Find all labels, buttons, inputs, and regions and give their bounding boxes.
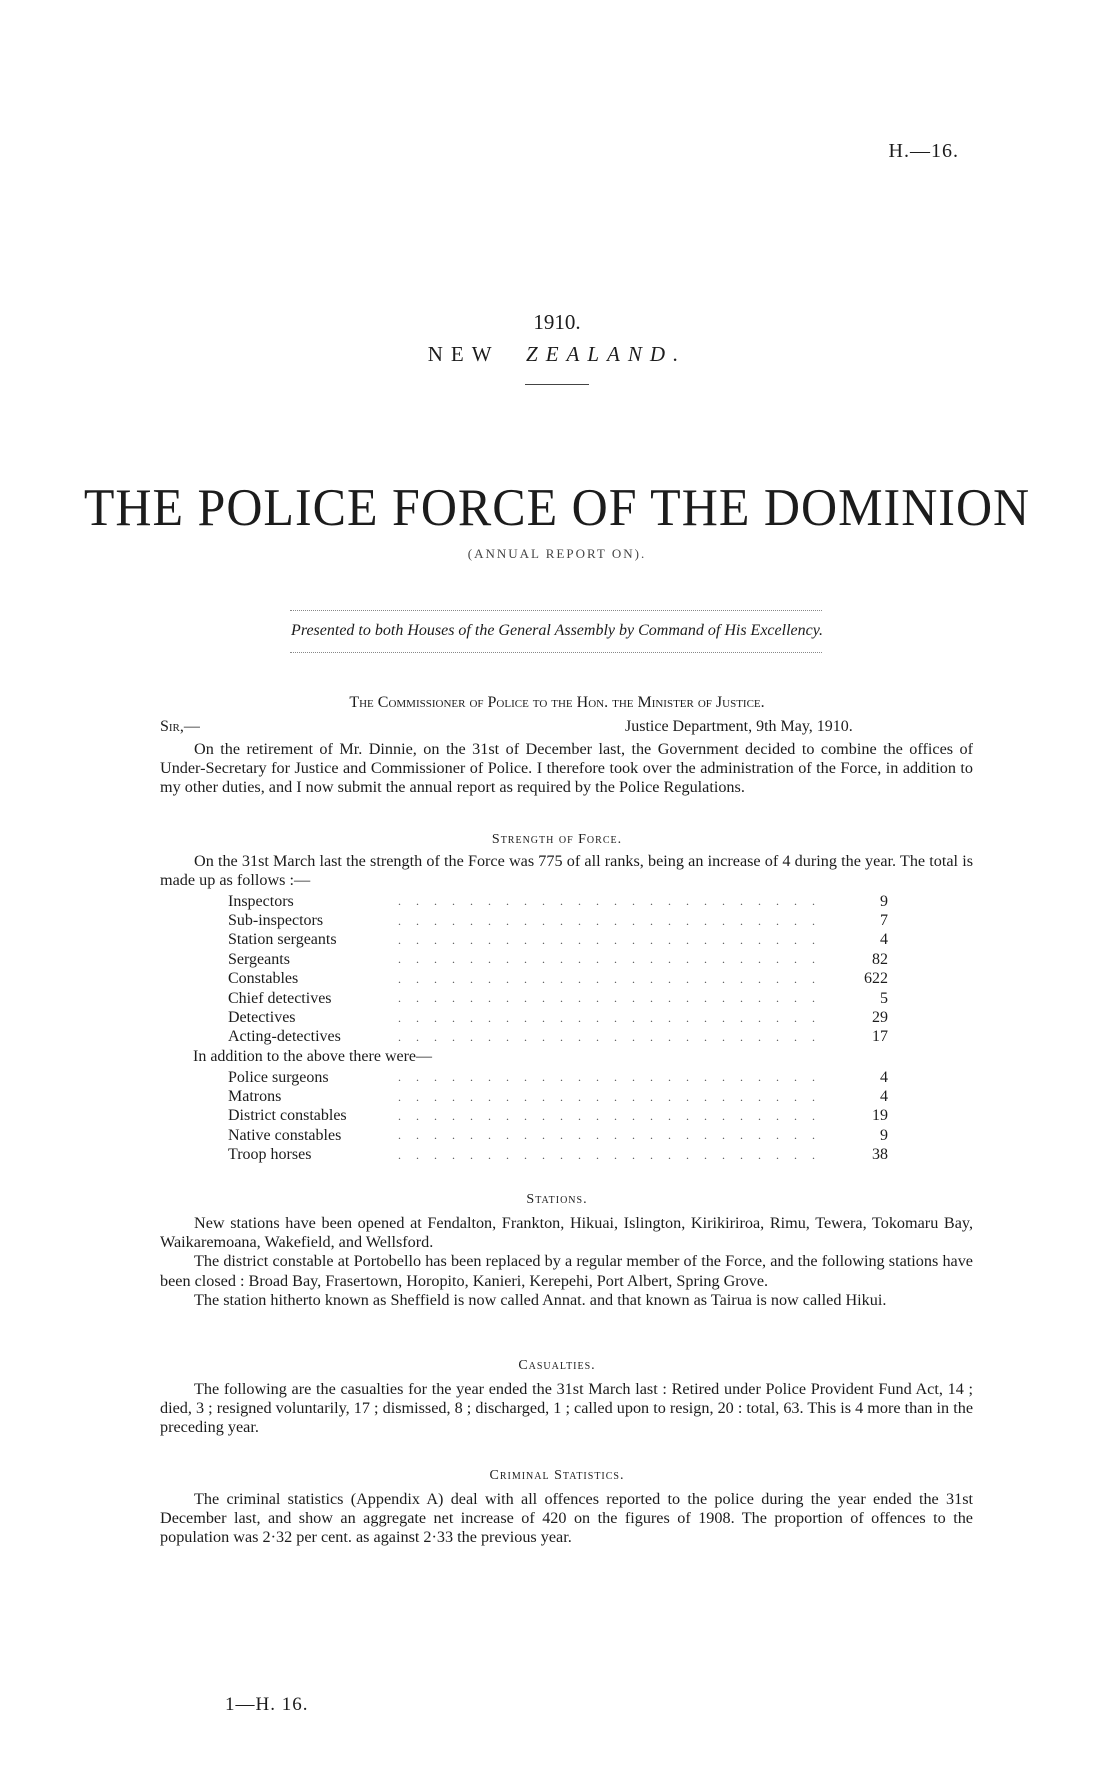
- table-row: [228, 1146, 888, 1165]
- casualties-paragraph: The following are the casualties for the year ended the 31st March last : Retired under Police Provident Fund Act, 14 ; died, 3 ; resigned voluntarily, 17 ; dismissed, 8 ; discharged, 1 ; called upon to resign, 20 : total, 63. This is 4 more than in the preceding year.: [160, 1380, 973, 1437]
- table-row: [228, 931, 888, 950]
- row-label: Inspectors: [228, 892, 294, 910]
- addition-line: In addition to the above there were—: [193, 1048, 433, 1065]
- row-label: Police surgeons: [228, 1068, 329, 1086]
- leader-dots: . . . . . . . . . . . . . . . . . . . . . . . .: [398, 1128, 821, 1143]
- criminal-section: [160, 1490, 973, 1548]
- document-subtitle: (ANNUAL REPORT ON).: [467, 546, 647, 561]
- table-row: [228, 892, 888, 911]
- leader-dots: . . . . . . . . . . . . . . . . . . . . . . . .: [398, 1147, 821, 1162]
- leader-dots: . . . . . . . . . . . . . . . . . . . . . . . .: [398, 894, 821, 909]
- stations-paragraph: The station hitherto known as Sheffield is now called Annat. and that known as Tairua is now called Hikui.: [194, 1290, 887, 1309]
- row-label: Station sergeants: [228, 931, 337, 949]
- strength-intro-text: On the 31st March last the strength of the Force was 775 of all ranks, being an increase of 4 during the year. The total is made up as follows :—: [160, 852, 973, 890]
- intro-paragraph: [160, 740, 973, 798]
- leader-dots: . . . . . . . . . . . . . . . . . . . . . . . .: [398, 952, 821, 967]
- row-value: 17: [872, 1028, 888, 1046]
- presented-rule-bottom: [290, 652, 822, 653]
- additional-table: [228, 1068, 888, 1165]
- row-value: 9: [880, 892, 888, 910]
- row-label: Chief detectives: [228, 989, 332, 1007]
- row-value: 622: [864, 970, 888, 988]
- row-value: 4: [880, 1088, 888, 1106]
- table-row: [228, 1028, 888, 1047]
- row-value: 9: [880, 1126, 888, 1144]
- table-row: [228, 950, 888, 969]
- row-label: District constables: [228, 1107, 347, 1125]
- letter-address: The Commissioner of Police to the Hon. the Minister of Justice.: [349, 694, 765, 711]
- stations-heading: Stations.: [526, 1192, 588, 1207]
- table-row: [228, 970, 888, 989]
- criminal-paragraph: The criminal statistics (Appendix A) deal with all offences reported to the police during the year ended the 31st December last, and show an aggregate net increase of 420 on the figures of 1908. The proportion of offences to the population was 2·32 per cent. as against 2·33 the previous year.: [160, 1490, 973, 1547]
- salutation: Sir,—: [160, 718, 200, 735]
- country-name-part-2: ZEALAND.: [526, 342, 687, 366]
- row-label: Sergeants: [228, 950, 290, 968]
- country-name: [0, 342, 1114, 367]
- page-signature: 1—H. 16.: [225, 1694, 309, 1715]
- row-value: 7: [880, 912, 888, 930]
- table-row: [228, 989, 888, 1008]
- country-name-part-1: NEW: [427, 342, 500, 366]
- row-value: 82: [872, 950, 888, 968]
- row-label: Sub-inspectors: [228, 912, 324, 930]
- leader-dots: . . . . . . . . . . . . . . . . . . . . . . . .: [398, 971, 821, 986]
- criminal-heading: Criminal Statistics.: [489, 1468, 625, 1483]
- stations-section: [160, 1214, 973, 1310]
- row-value: 4: [880, 931, 888, 949]
- row-value: 19: [872, 1107, 888, 1125]
- table-row: [228, 911, 888, 930]
- row-value: 4: [880, 1068, 888, 1086]
- table-row: [228, 1068, 888, 1087]
- intro-text: On the retirement of Mr. Dinnie, on the 31st of December last, the Government decided to combine the offices of Under-Secretary for Justice and Commissioner of Police. I therefore took over the administration of the Force, in addition to my other duties, and I now submit the annual report as required by the Police Regulations.: [160, 740, 973, 797]
- letter-date: Justice Department, 9th May, 1910.: [625, 718, 853, 735]
- document-reference: H.—16.: [888, 140, 959, 162]
- stations-paragraph: New stations have been opened at Fendalton, Frankton, Hikuai, Islington, Kirikiriroa, Rimu, Tewera, Tokomaru Bay, Waikaremoana, Wakefield, and Wellsford.: [160, 1214, 973, 1252]
- presented-rule-top: [290, 610, 822, 611]
- leader-dots: . . . . . . . . . . . . . . . . . . . . . . . .: [398, 991, 821, 1006]
- casualties-heading: Casualties.: [518, 1358, 596, 1373]
- leader-dots: . . . . . . . . . . . . . . . . . . . . . . . .: [398, 1108, 821, 1123]
- casualties-section: [160, 1380, 973, 1438]
- leader-dots: . . . . . . . . . . . . . . . . . . . . . . . .: [398, 1010, 821, 1025]
- table-row: [228, 1126, 888, 1145]
- presented-line: Presented to both Houses of the General Assembly by Command of His Excellency.: [291, 622, 823, 639]
- table-row: [228, 1107, 888, 1126]
- leader-dots: . . . . . . . . . . . . . . . . . . . . . . . .: [398, 1029, 821, 1044]
- row-label: Native constables: [228, 1126, 342, 1144]
- publication-year: 1910.: [533, 310, 581, 334]
- leader-dots: . . . . . . . . . . . . . . . . . . . . . . . .: [398, 932, 821, 947]
- table-row: [228, 1008, 888, 1027]
- row-label: Constables: [228, 970, 299, 988]
- strength-heading: Strength of Force.: [491, 832, 623, 847]
- row-label: Detectives: [228, 1009, 296, 1027]
- row-label: Acting-detectives: [228, 1028, 341, 1046]
- row-value: 5: [880, 989, 888, 1007]
- table-row: [228, 1087, 888, 1106]
- leader-dots: . . . . . . . . . . . . . . . . . . . . . . . .: [398, 1089, 821, 1104]
- row-value: 38: [872, 1146, 888, 1164]
- row-label: Troop horses: [228, 1146, 312, 1164]
- strength-table: [228, 892, 888, 1047]
- document-title: THE POLICE FORCE OF THE DOMINION: [83, 477, 1031, 537]
- row-label: Matrons: [228, 1088, 282, 1106]
- leader-dots: . . . . . . . . . . . . . . . . . . . . . . . .: [398, 913, 821, 928]
- stations-paragraph: The district constable at Portobello has been replaced by a regular member of the Force, and the following stations have been closed : Broad Bay, Frasertown, Horopito, Kanieri, Kerepehi, Port Albert, Spring Grove.: [160, 1252, 973, 1290]
- title-divider: [525, 384, 589, 385]
- strength-intro: [160, 852, 973, 890]
- row-value: 29: [872, 1009, 888, 1027]
- leader-dots: . . . . . . . . . . . . . . . . . . . . . . . .: [398, 1070, 821, 1085]
